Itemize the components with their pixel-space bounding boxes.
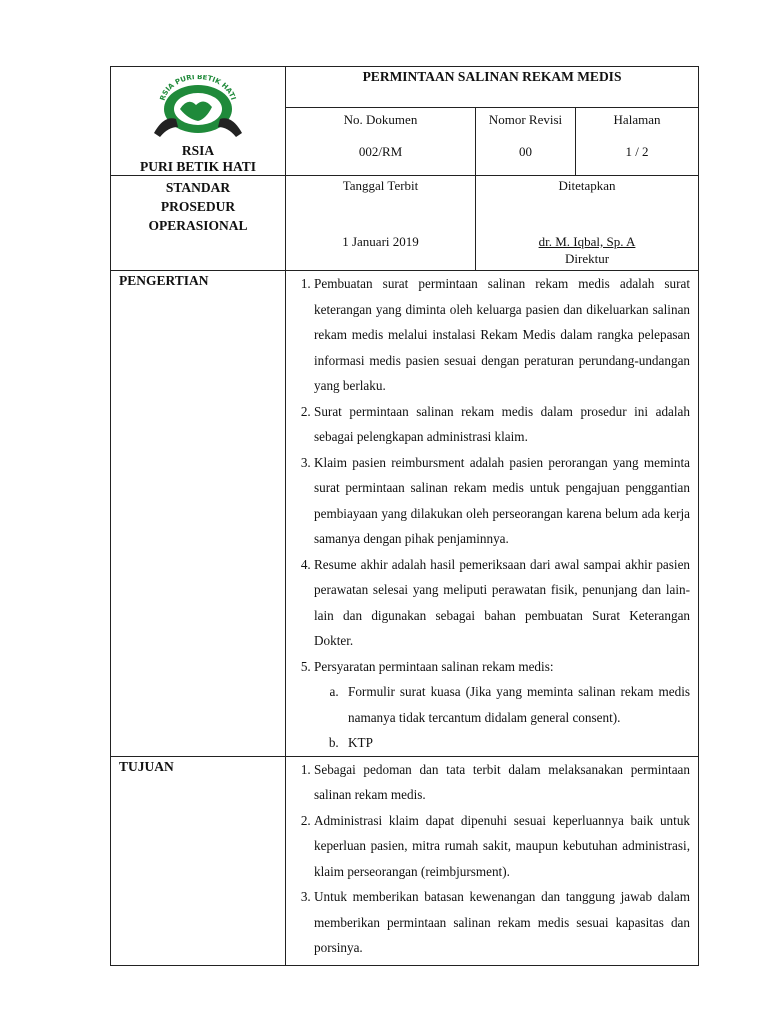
list-item: 1. Sebagai pedoman dan tata terbit dalam melaksanakan permintaan salinan rekam medis. bbox=[314, 757, 690, 808]
list-item: 2. Administrasi klaim dapat dipenuhi sesuai keperluannya baik untuk keperluan pasien, mitra rumah sakit, maupun kebutuhan administrasi, klaim perseorangan (reimbjursment). bbox=[314, 808, 690, 885]
hospital-logo-icon bbox=[150, 75, 246, 139]
issue-date-cell: Tanggal Terbit 1 Januari 2019 bbox=[286, 176, 476, 271]
pengertian-content bbox=[286, 271, 699, 757]
page-cell: Halaman 1 / 2 bbox=[576, 108, 699, 176]
list-item: 3. Untuk memberikan batasan kewenangan dan tanggung jawab dalam memberikan permintaan salinan rekam medis sesuai kapasitas dan porsinya. bbox=[314, 884, 690, 961]
approval-cell: Ditetapkan dr. M. Iqbal, Sp. A Direktur bbox=[476, 176, 699, 271]
sub-list-item: a. Formulir surat kuasa (Jika yang meminta salinan rekam medis namanya tidak tercantum didalam general consent). bbox=[342, 679, 690, 730]
revision-cell: Nomor Revisi 00 bbox=[476, 108, 576, 176]
document-title: PERMINTAAN SALINAN REKAM MEDIS bbox=[286, 67, 699, 108]
signatory-name: dr. M. Iqbal, Sp. A bbox=[538, 234, 636, 249]
pengertian-heading: PENGERTIAN bbox=[111, 271, 286, 757]
sop-document bbox=[110, 66, 698, 966]
list-item: 2. Surat permintaan salinan rekam medis dalam prosedur ini adalah sebagai pelengkapan administrasi klaim. bbox=[314, 399, 690, 450]
sub-list-item: b. KTP bbox=[342, 730, 690, 756]
list-item: 4. Resume akhir adalah hasil pemeriksaan dari awal sampai akhir pasien perawatan selesai yang meliputi perawatan fisik, penunjang dan lain-lain dan digunakan sebagai bahan pembuatan Surat Keterangan Dokter. bbox=[314, 552, 690, 654]
list-item: 1. Pembuatan surat permintaan salinan rekam medis adalah surat keterangan yang diminta oleh keluarga pasien dan dikeluarkan salinan rekam medis melalui instalasi Rekam Medis dalam rangka pelepasan informasi medis pasien sesuai dengan peraturan perundang-undangan yang berlaku. bbox=[314, 271, 690, 399]
sop-label: STANDAR PROSEDUR OPERASIONAL bbox=[111, 176, 286, 271]
logo-cell bbox=[111, 67, 286, 176]
sop-header-table bbox=[110, 66, 699, 966]
svg-text:RSIA PURI BETIK HATI: RSIA PURI BETIK HATI bbox=[158, 75, 238, 102]
hospital-name: RSIA PURI BETIK HATI bbox=[139, 143, 257, 174]
list-item: 5. Persyaratan permintaan salinan rekam medis: a. Formulir surat kuasa (Jika yang meminta salinan rekam medis namanya tidak tercantum didalam general consent). b. KTP bbox=[314, 654, 690, 756]
tujuan-content bbox=[286, 756, 699, 965]
signatory-title: Direktur bbox=[564, 251, 610, 266]
doc-number-cell: No. Dokumen 002/RM bbox=[286, 108, 476, 176]
tujuan-heading: TUJUAN bbox=[111, 756, 286, 965]
list-item: 3. Klaim pasien reimbursment adalah pasien perorangan yang meminta surat permintaan salinan rekam medis untuk pengajuan penggantian pembiayaan yang dilakukan oleh perseorangan karena belum ada kerja samanya dengan pihak penjaminnya. bbox=[314, 450, 690, 552]
